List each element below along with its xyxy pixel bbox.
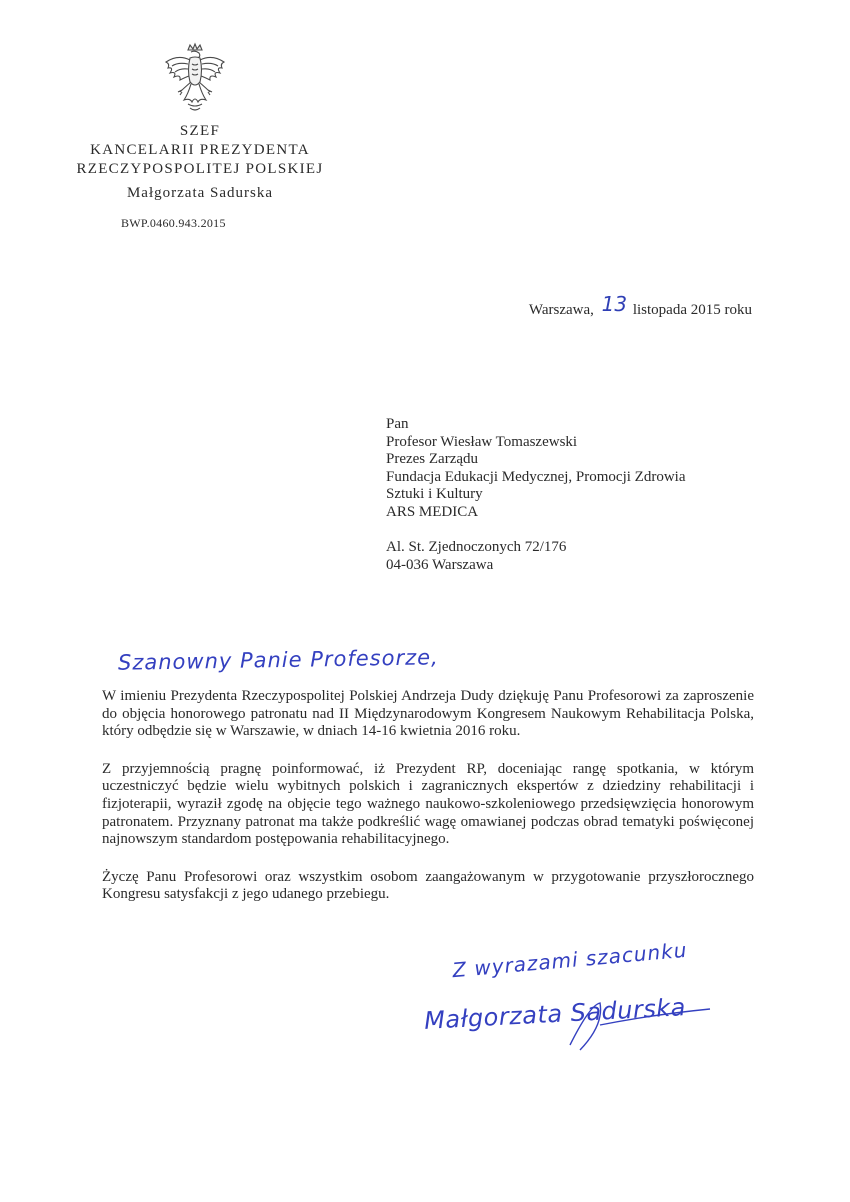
body-paragraph: W imieniu Prezydenta Rzeczypospolitej Polskiej Andrzeja Dudy dziękuję Panu Profesorowi za zaproszenie do objęcia honorowego patronatu nad II Międzynarodowym Kongresem Naukowym Rehabilitacja Polska, który odbędzie się w Warszawie, w dniach 14-16 kwietnia 2016 roku. (102, 688, 754, 740)
date-city: Warszawa, (528, 302, 594, 318)
polish-eagle-emblem-icon (160, 42, 230, 118)
address-line: Al. St. Zjednoczonych 72/176 (386, 539, 567, 555)
office-line: SZEF (179, 123, 221, 139)
office-line: RZECZYPOSPOLITEJ POLSKIEJ (76, 161, 324, 177)
letter-body (102, 688, 754, 924)
body-paragraph: Życzę Panu Profesorowi oraz wszystkim osobom zaangażowanym w przygotowanie przyszłorocznego Kongresu satysfakcji z jego udanego przebiegu. (102, 868, 754, 903)
official-name: Małgorzata Sadurska (126, 185, 274, 201)
body-paragraph: Z przyjemnością pragnę poinformować, iż Prezydent RP, doceniając rangę spotkania, w którym uczestniczyć będzie wielu wybitnych polskich i zagranicznych ekspertów z dziedziny rehabilitacji i fizjoterapii, wyraził zgodę na objęcie tego ważnego naukowo-szkoleniowego przedsięwzięcia honorowym patronatem. Przyznany patronat ma także podkreślić wagę omawianej podczas obrad tematyki poświęconej najnowszym standardom postępowania rehabilitacyjnego. (102, 760, 754, 848)
addressee-line: Sztuki i Kultury (386, 486, 483, 502)
office-header (40, 122, 360, 203)
addressee-line: Prezes Zarządu (386, 451, 479, 467)
addressee-line: Pan (386, 416, 409, 432)
closing-handwritten: Z wyrazami szacunku (451, 937, 689, 983)
signature-handwritten: Małgorzata Sadurska (423, 993, 687, 1035)
signature-flourish-icon (560, 995, 720, 1055)
date-line (528, 292, 752, 319)
address-line: 04-036 Warszawa (386, 556, 494, 573)
addressee-block (386, 416, 686, 574)
reference-number: BWP.0460.943.2015 (121, 216, 226, 230)
date-day-handwritten: 13 (601, 292, 628, 316)
date-rest: listopada 2015 roku (632, 302, 752, 318)
office-line: KANCELARII PREZYDENTA (90, 142, 310, 158)
addressee-line: ARS MEDICA (386, 503, 479, 520)
spacer (386, 521, 686, 539)
addressee-line: Fundacja Edukacji Medycznej, Promocji Zdrowia (386, 468, 686, 485)
salutation-handwritten: Szanowny Panie Profesorze, (117, 645, 439, 675)
addressee-line: Profesor Wiesław Tomaszewski (386, 433, 578, 450)
